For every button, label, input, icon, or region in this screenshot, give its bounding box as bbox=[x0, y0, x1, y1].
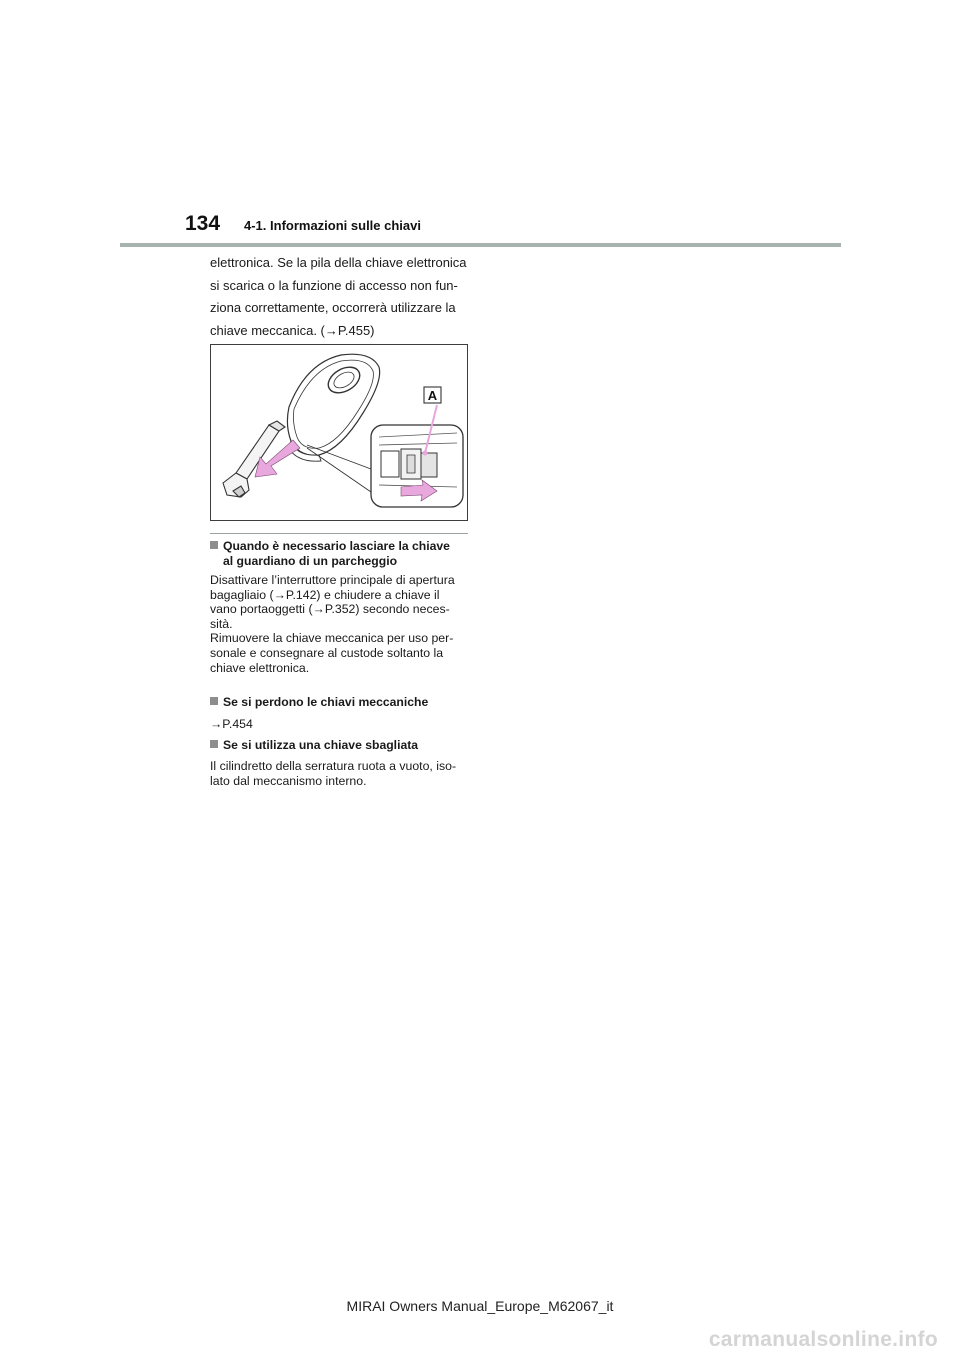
footer-manual-name: MIRAI Owners Manual_Europe_M62067_it bbox=[346, 1298, 614, 1314]
note-body-line: sonale e consegnare al custode soltanto la bbox=[210, 645, 444, 660]
intro-paragraph bbox=[210, 252, 472, 343]
header-rule bbox=[120, 243, 841, 247]
callout-label-text: A bbox=[427, 388, 438, 403]
note-body-line: bagagliaio (→P.142) e chiudere a chiave il bbox=[210, 587, 440, 602]
note-heading-wrong-key bbox=[210, 738, 465, 753]
page-reference-link: →P.454 bbox=[210, 717, 253, 731]
note-heading-lost-keys bbox=[210, 695, 465, 710]
note-body-wrong-key bbox=[210, 759, 472, 788]
intro-line: ziona correttamente, occorrerà utilizzare la bbox=[210, 300, 456, 316]
note-body-line: sità. bbox=[210, 616, 233, 631]
watermark: carmanualsonline.info bbox=[708, 1328, 938, 1351]
note-body-line: chiave elettronica. bbox=[210, 660, 310, 675]
note-body-line: lato dal meccanismo interno. bbox=[210, 773, 367, 788]
page-number: 134 bbox=[185, 212, 221, 235]
square-bullet-icon bbox=[210, 740, 218, 748]
note-body-line: Disattivare l’interruttore principale di apertura bbox=[210, 573, 455, 587]
callout-label-a bbox=[424, 387, 441, 403]
section-title: 4-1. Informazioni sulle chiavi bbox=[244, 218, 421, 233]
note-heading-line: Se si perdono le chiavi meccaniche bbox=[223, 695, 429, 709]
key-illustration bbox=[210, 344, 468, 521]
intro-line: chiave meccanica. (→P.455) bbox=[210, 323, 375, 339]
square-bullet-icon bbox=[210, 697, 218, 705]
note-body-line: Rimuovere la chiave meccanica per uso per- bbox=[210, 631, 454, 646]
note-body-line: Il cilindretto della serratura ruota a vuoto, iso- bbox=[210, 759, 457, 773]
intro-line: si scarica o la funzione di accesso non fun- bbox=[210, 277, 458, 293]
note-heading-line: al guardiano di un parcheggio bbox=[223, 554, 398, 568]
note-heading-parking bbox=[210, 539, 465, 569]
note-body-line: vano portaoggetti (→P.352) secondo neces- bbox=[210, 602, 450, 617]
note-heading-line: Se si utilizza una chiave sbagliata bbox=[223, 738, 419, 752]
square-bullet-icon bbox=[210, 541, 218, 549]
release-lever-detail bbox=[371, 405, 463, 507]
note-body-parking bbox=[210, 573, 472, 675]
intro-line: elettronica. Se la pila della chiave elettronica bbox=[210, 255, 467, 270]
key-fob-icon bbox=[287, 354, 379, 461]
note-heading-line: Quando è necessario lasciare la chiave bbox=[223, 539, 450, 553]
mechanical-key-removal-drawing bbox=[211, 345, 467, 520]
note-body-lost-keys bbox=[210, 717, 472, 732]
section-separator bbox=[210, 533, 468, 534]
